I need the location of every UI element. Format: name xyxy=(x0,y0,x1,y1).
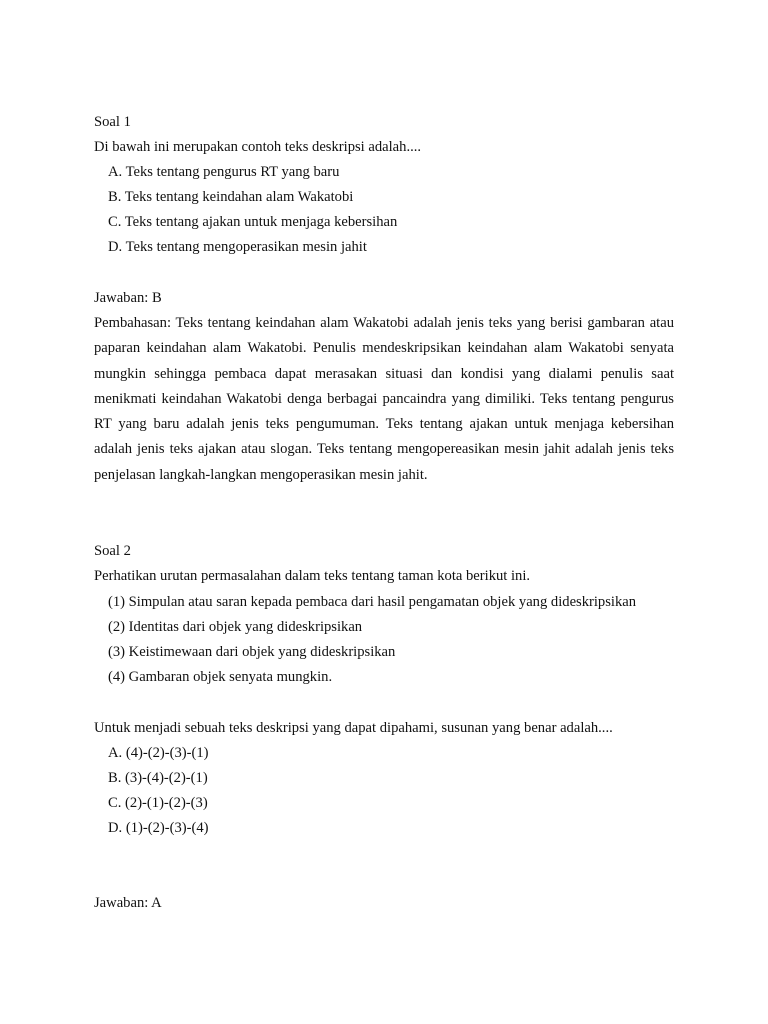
soal1-option-a: A. Teks tentang pengurus RT yang baru xyxy=(108,164,340,180)
soal2-option-d: D. (1)-(2)-(3)-(4) xyxy=(108,820,209,836)
soal1-discussion: Pembahasan: Teks tentang keindahan alam Wakatobi adalah jenis teks yang berisi gambaran atau paparan keindahan alam Wakatobi. Penulis mendeskripsikan keindahan alam Wakatobi senyata mungkin sehingga pembaca dapat merasakan situasi dan kondisi yang dialami penulis saat menikmati keindahan Wakatobi denga berbagai pancaindra yang dimiliki. Teks tentang pengurus RT yang baru adalah jenis teks pengumuman. Teks tentang ajakan untuk menjaga kebersihan adalah jenis teks ajakan atau slogan. Teks tentang mengopereasikan mesin jahit adalah jenis teks penjelasan langkah-langkan mengoperasikan mesin jahit. xyxy=(94,315,674,483)
soal2-heading: Soal 2 xyxy=(94,543,131,559)
soal1-option-b: B. Teks tentang keindahan alam Wakatobi xyxy=(108,189,354,205)
soal2-option-c: C. (2)-(1)-(2)-(3) xyxy=(108,795,208,811)
soal1-option-c: C. Teks tentang ajakan untuk menjaga kebersihan xyxy=(108,214,398,230)
soal1-question: Di bawah ini merupakan contoh teks deskripsi adalah.... xyxy=(94,139,422,155)
soal2-option-a: A. (4)-(2)-(3)-(1) xyxy=(108,745,209,761)
soal2-option-b: B. (3)-(4)-(2)-(1) xyxy=(108,770,208,786)
soal1-option-d: D. Teks tentang mengoperasikan mesin jahit xyxy=(108,239,367,255)
soal2-item-3: (3) Keistimewaan dari objek yang dideskripsikan xyxy=(108,644,396,660)
soal2-item-4: (4) Gambaran objek senyata mungkin. xyxy=(108,669,333,685)
soal2-item-1: (1) Simpulan atau saran kepada pembaca dari hasil pengamatan objek yang dideskripsikan xyxy=(108,594,637,610)
soal2-item-2: (2) Identitas dari objek yang dideskripsikan xyxy=(108,619,363,635)
soal2-question: Untuk menjadi sebuah teks deskripsi yang dapat dipahami, susunan yang benar adalah.... xyxy=(94,720,613,736)
soal2-answer: Jawaban: A xyxy=(94,895,162,911)
soal1-heading: Soal 1 xyxy=(94,114,131,130)
soal2-intro: Perhatikan urutan permasalahan dalam teks tentang taman kota berikut ini. xyxy=(94,568,531,584)
soal1-answer: Jawaban: B xyxy=(94,290,162,306)
